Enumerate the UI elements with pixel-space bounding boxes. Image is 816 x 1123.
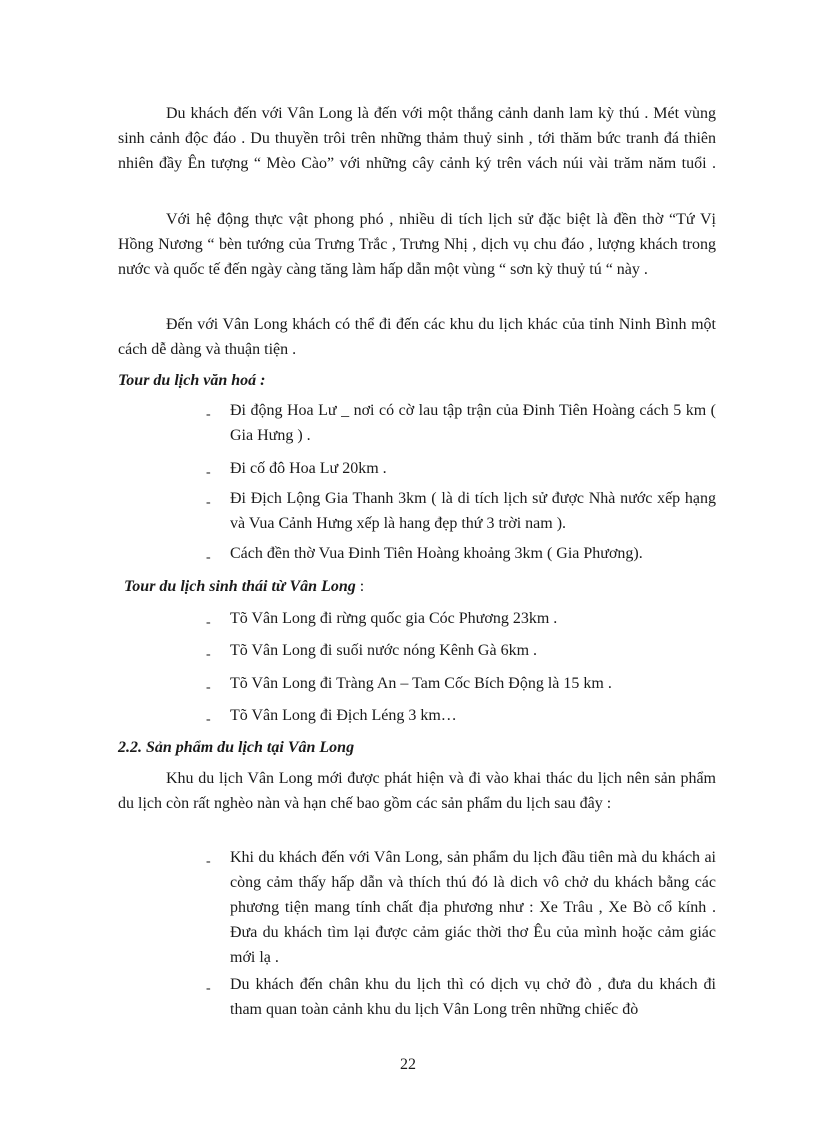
list-item-text: Cách đền thờ Vua Đinh Tiên Hoàng khoảng 3km ( Gia Phương). bbox=[230, 545, 643, 562]
bullet-icon: - bbox=[206, 495, 211, 510]
list-item-text: Đi cố đô Hoa Lư 20km . bbox=[230, 460, 387, 477]
page-number: 22 bbox=[400, 1056, 416, 1073]
bullet-icon: - bbox=[206, 647, 211, 662]
section-heading: 2.2. Sản phẩm du lịch tại Vân Long bbox=[118, 739, 355, 756]
bullet-icon: - bbox=[206, 712, 211, 727]
bullet-icon: - bbox=[206, 550, 211, 565]
list-item-text: Đi Địch Lộng Gia Thanh 3km ( là di tích lịch sử được Nhà nước xếp hạng và Vua Cảnh Hưng xếp là hang đẹp thứ 3 trời nam ). bbox=[230, 490, 716, 532]
bullet-icon: - bbox=[206, 854, 211, 869]
list-item-text: Tõ Vân Long đi Tràng An – Tam Cốc Bích Động là 15 km . bbox=[230, 675, 612, 692]
tour-eco-heading: Tour du lịch sinh thái từ Vân Long : bbox=[124, 578, 365, 595]
bullet-icon: - bbox=[206, 680, 211, 695]
list-item-text: Đi động Hoa Lư _ nơi có cờ lau tập trận của Đinh Tiên Hoàng cách 5 km ( Gia Hưng ) . bbox=[230, 402, 716, 444]
list-item-text: Khi du khách đến với Vân Long, sản phẩm du lịch đầu tiên mà du khách ai còng cảm thấy hấp dẫn và thích thú đó là dich vô chở du khách bằng các phương tiện mang tính chất địa phương như : Xe Trâu , Xe Bò cổ kính . Đưa du khách tìm lại được cảm giác thời thơ Êu của mình hoặc cảm giác mới lạ . bbox=[230, 849, 716, 966]
bullet-icon: - bbox=[206, 407, 211, 422]
list-item-text: Tõ Vân Long đi Địch Léng 3 km… bbox=[230, 707, 457, 724]
tour-culture-heading: Tour du lịch văn hoá : bbox=[118, 372, 266, 389]
bullet-icon: - bbox=[206, 981, 211, 996]
intro-paragraph-3: Đến với Vân Long khách có thể đi đến các khu du lịch khác của tỉnh Ninh Bình một cách dễ dàng và thuận tiện . bbox=[118, 316, 716, 358]
section-intro-paragraph: Khu du lịch Vân Long mới được phát hiện và đi vào khai thác du lịch nên sản phẩm du lịch còn rất nghèo nàn và hạn chế bao gồm các sản phẩm du lịch sau đây : bbox=[118, 770, 716, 812]
list-item-text: Du khách đến chân khu du lịch thì có dịch vụ chở đò , đưa du khách đi tham quan toàn cảnh khu du lịch Vân Long trên những chiếc đò bbox=[230, 976, 716, 1018]
bullet-icon: - bbox=[206, 465, 211, 480]
list-item-text: Tõ Vân Long đi suối nước nóng Kênh Gà 6km . bbox=[230, 642, 538, 659]
list-item-text: Tõ Vân Long đi rừng quốc gia Cóc Phương 23km . bbox=[230, 610, 558, 627]
intro-paragraph-2: Với hệ động thực vật phong phó , nhiều di tích lịch sử đặc biệt là đền thờ “Tứ Vị Hồng Nương “ bèn tướng của Trưng Trắc , Trưng Nhị , dịch vụ chu đáo , lượng khách trong nước và quốc tế đến ngày càng tăng làm hấp dẫn một vùng “ sơn kỳ thuỷ tú “ này . bbox=[118, 211, 716, 278]
intro-paragraph-1: Du khách đến với Vân Long là đến với một thắng cảnh danh lam kỳ thú . Mét vùng sinh cảnh độc đáo . Du thuyền trôi trên những thảm thuỷ sinh , tới thăm bức tranh đá thiên nhiên đầy Ên tượng “ Mèo Cào” với những cây cảnh ký trên vách núi vài trăm năm tuổi . bbox=[118, 105, 716, 172]
bullet-icon: - bbox=[206, 615, 211, 630]
